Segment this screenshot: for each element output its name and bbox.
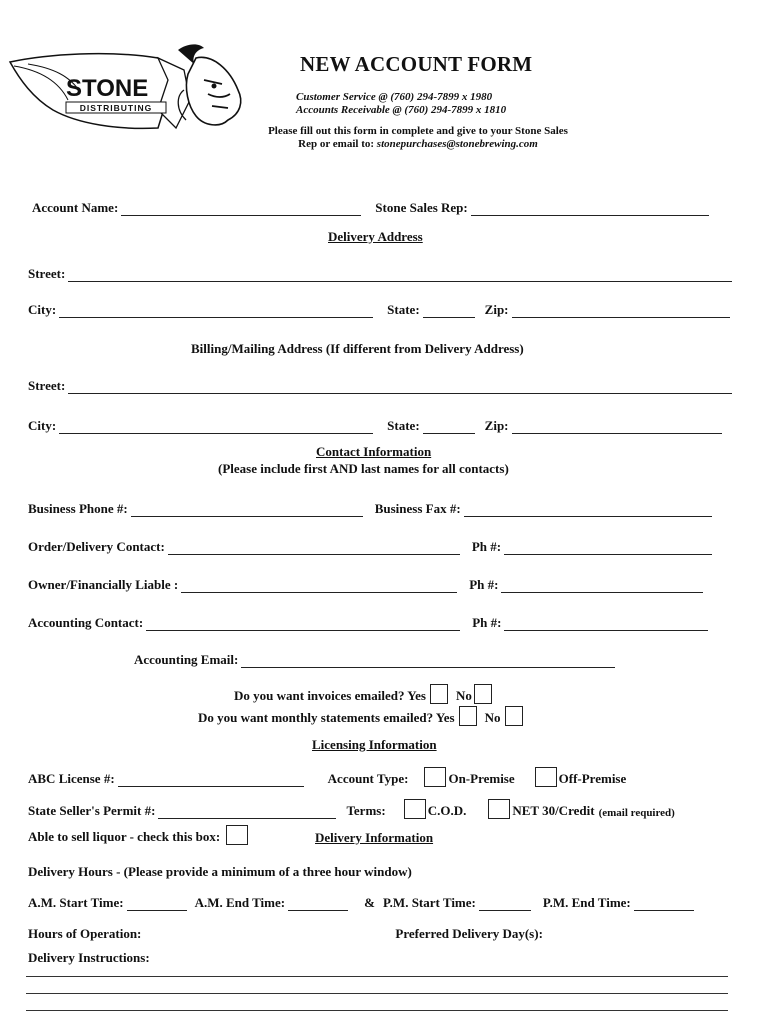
billing-state-label: State:	[387, 418, 420, 433]
delivery-info-heading: Delivery Information	[315, 830, 434, 845]
abc-license-label: ABC License #:	[28, 771, 115, 786]
sales-rep-label: Stone Sales Rep:	[375, 200, 468, 215]
accounting-contact-field[interactable]	[146, 618, 460, 631]
business-fax-field[interactable]	[464, 504, 712, 517]
order-contact-ph-label: Ph #:	[471, 539, 502, 554]
business-phone-field[interactable]	[131, 504, 363, 517]
order-contact-ph-field[interactable]	[504, 542, 712, 555]
owner-ph-label: Ph #:	[469, 577, 499, 592]
delivery-street-label: Street:	[28, 266, 66, 281]
statements-no-checkbox[interactable]	[505, 706, 523, 726]
invoices-no-checkbox[interactable]	[474, 684, 492, 704]
accounting-ph-label: Ph #:	[472, 615, 502, 630]
delivery-zip-field[interactable]	[512, 305, 730, 318]
am-end-field[interactable]	[288, 898, 348, 911]
contact-info-note: (Please include first AND last names for all contacts)	[218, 461, 509, 476]
billing-zip-label: Zip:	[484, 418, 509, 433]
delivery-street-field[interactable]	[68, 269, 732, 282]
contact-info-heading: Contact Information	[316, 444, 432, 459]
account-name-label: Account Name:	[32, 200, 119, 215]
terms-label: Terms:	[346, 803, 386, 818]
billing-city-label: City:	[28, 418, 57, 433]
logo-text: STONE	[66, 75, 149, 102]
account-name-field[interactable]	[121, 203, 361, 216]
billing-address-heading: Billing/Mailing Address (If different from Delivery Address)	[191, 341, 524, 356]
pm-end-label: P.M. End Time:	[542, 895, 631, 910]
preferred-days-label: Preferred Delivery Day(s):	[395, 926, 543, 941]
liquor-row	[28, 825, 248, 845]
business-fax-label: Business Fax #:	[374, 501, 461, 516]
net30-checkbox[interactable]	[488, 799, 510, 819]
times-row	[28, 891, 694, 911]
account-name-row	[32, 196, 709, 216]
sellers-permit-row	[28, 799, 675, 819]
licensing-heading: Licensing Information	[312, 737, 437, 752]
sales-rep-field[interactable]	[471, 203, 709, 216]
owner-ph-field[interactable]	[501, 580, 703, 593]
accounting-email-label: Accounting Email:	[134, 652, 239, 667]
stone-distributing-logo	[8, 40, 270, 132]
business-phone-label: Business Phone #:	[28, 501, 128, 516]
accounting-contact-row	[28, 611, 708, 631]
instructions-line-a[interactable]	[26, 976, 728, 977]
cod-label: C.O.D.	[427, 803, 467, 818]
order-contact-field[interactable]	[168, 542, 460, 555]
billing-city-field[interactable]	[59, 421, 373, 434]
sellers-permit-label: State Seller's Permit #:	[28, 803, 156, 818]
delivery-state-label: State:	[387, 302, 420, 317]
delivery-city-row	[28, 298, 730, 318]
instructions-line-1: Please fill out this form in complete and give to your Stone Sales	[268, 125, 568, 137]
order-contact-row	[28, 535, 712, 555]
accounting-email-row	[134, 648, 615, 668]
am-start-label: A.M. Start Time:	[28, 895, 124, 910]
accounting-contact-label: Accounting Contact:	[28, 615, 144, 630]
instructions-prefix: Rep or email to:	[298, 138, 377, 150]
off-premise-label: Off-Premise	[558, 771, 627, 786]
invoices-no-label: No	[456, 688, 472, 703]
pm-end-field[interactable]	[634, 898, 694, 911]
accounts-receivable-line: Accounts Receivable @ (760) 294-7899 x 1810	[296, 104, 507, 116]
invoices-yes-checkbox[interactable]	[430, 684, 448, 704]
hours-operation-label: Hours of Operation:	[28, 926, 142, 941]
instructions-line-2	[246, 138, 590, 151]
accounting-ph-field[interactable]	[504, 618, 708, 631]
instructions-line-c[interactable]	[26, 1010, 728, 1011]
billing-zip-field[interactable]	[512, 421, 722, 434]
email-required-note: (email required)	[598, 807, 675, 819]
instructions	[246, 125, 590, 151]
customer-service-line: Customer Service @ (760) 294-7899 x 1980	[296, 91, 493, 103]
ampersand: &	[364, 895, 375, 910]
logo-subtext: DISTRIBUTING	[79, 103, 153, 113]
on-premise-label: On-Premise	[448, 771, 515, 786]
billing-city-row	[28, 414, 722, 434]
delivery-hours-row	[28, 860, 412, 880]
invoices-emailed-row	[234, 684, 492, 704]
delivery-zip-label: Zip:	[484, 302, 509, 317]
sellers-permit-field[interactable]	[158, 806, 336, 819]
contact-email[interactable]: stonepurchases@stonebrewing.com	[376, 138, 538, 150]
billing-street-label: Street:	[28, 378, 66, 393]
delivery-address-heading: Delivery Address	[328, 229, 423, 244]
am-end-label: A.M. End Time:	[194, 895, 286, 910]
billing-street-field[interactable]	[68, 381, 732, 394]
billing-street-row	[28, 374, 732, 394]
on-premise-checkbox[interactable]	[424, 767, 446, 787]
statements-question: Do you want monthly statements emailed? Yes	[198, 710, 455, 725]
net30-label: NET 30/Credit	[512, 803, 595, 818]
owner-label: Owner/Financially Liable :	[28, 577, 179, 592]
am-start-field[interactable]	[127, 898, 187, 911]
statements-no-label: No	[484, 710, 501, 725]
delivery-instructions-label: Delivery Instructions:	[28, 950, 150, 965]
statements-emailed-row	[198, 706, 523, 726]
invoices-question: Do you want invoices emailed? Yes	[234, 688, 426, 703]
owner-field[interactable]	[181, 580, 457, 593]
accounting-email-field[interactable]	[241, 655, 615, 668]
pm-start-field[interactable]	[479, 898, 531, 911]
liquor-label: Able to sell liquor - check this box:	[28, 829, 221, 844]
cod-checkbox[interactable]	[404, 799, 426, 819]
delivery-city-field[interactable]	[59, 305, 373, 318]
abc-license-row	[28, 767, 626, 787]
business-phone-row	[28, 497, 712, 517]
instructions-line-b[interactable]	[26, 993, 728, 994]
off-premise-checkbox[interactable]	[535, 767, 557, 787]
delivery-instructions-row	[28, 946, 150, 966]
pm-start-label: P.M. Start Time:	[382, 895, 476, 910]
page-title: NEW ACCOUNT FORM	[300, 52, 533, 76]
account-type-label: Account Type:	[327, 771, 409, 786]
delivery-state-field[interactable]	[423, 305, 475, 318]
liquor-checkbox[interactable]	[226, 825, 248, 845]
abc-license-field[interactable]	[118, 774, 304, 787]
statements-yes-checkbox[interactable]	[459, 706, 477, 726]
hours-operation-row	[28, 922, 543, 942]
delivery-city-label: City:	[28, 302, 57, 317]
delivery-hours-label: Delivery Hours - (Please provide a minimum of a three hour window)	[28, 864, 412, 879]
delivery-street-row	[28, 262, 732, 282]
billing-state-field[interactable]	[423, 421, 475, 434]
owner-row	[28, 573, 703, 593]
order-contact-label: Order/Delivery Contact:	[28, 539, 165, 554]
